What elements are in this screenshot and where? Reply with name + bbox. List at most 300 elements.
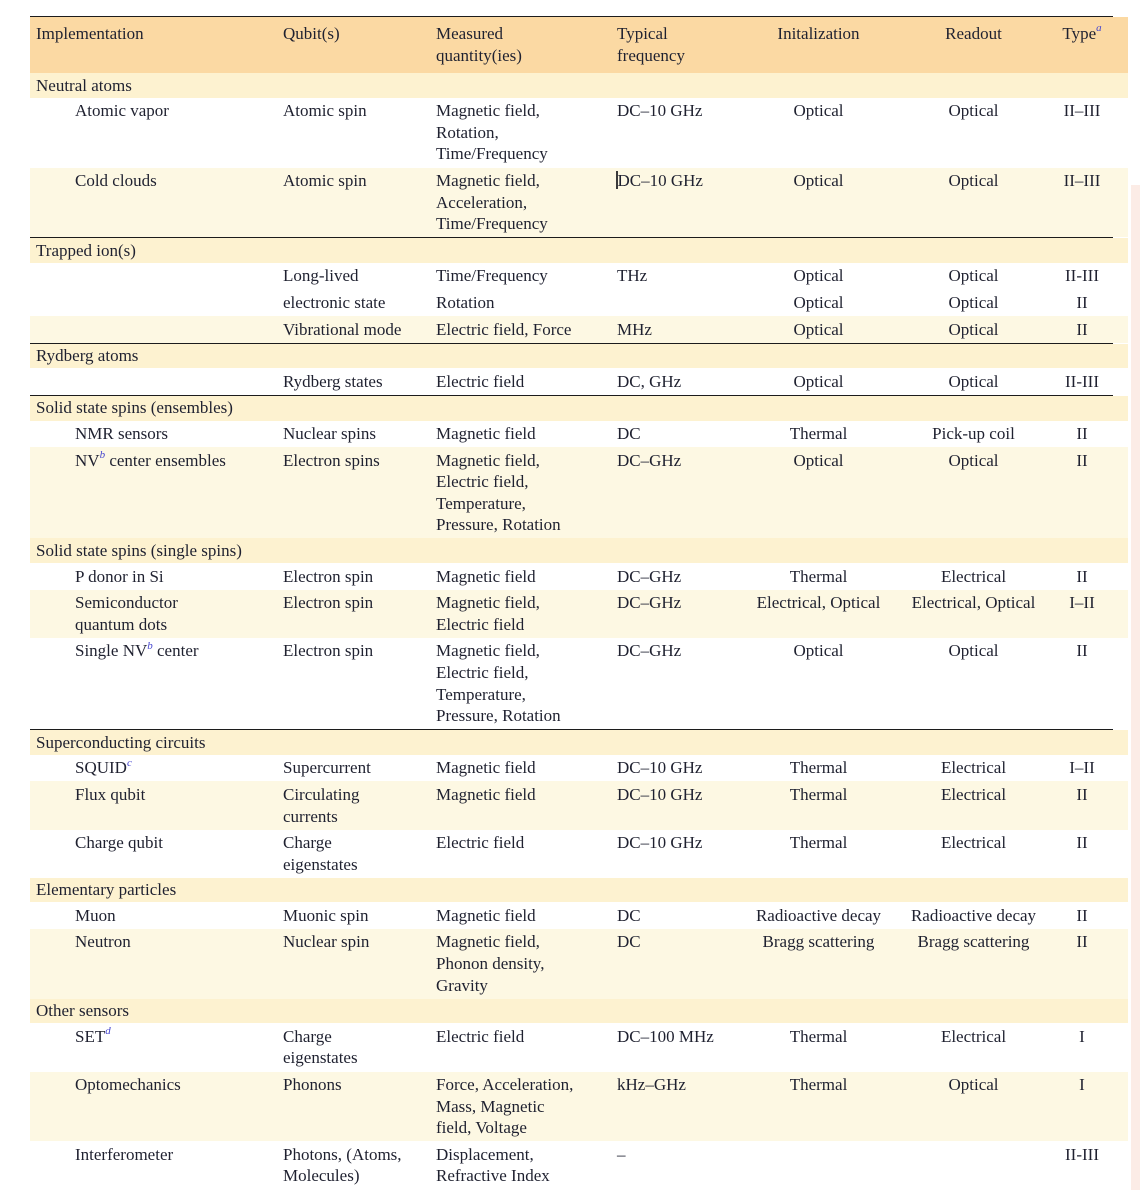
cell-measured-quantity	[436, 566, 617, 588]
cell-qubits	[283, 832, 436, 875]
text-segment: II	[1076, 833, 1088, 853]
text-segment: Displacement,	[436, 1144, 534, 1164]
cell-type	[1051, 450, 1113, 536]
text-line	[283, 265, 436, 287]
cell-qubits	[283, 450, 436, 536]
column-header-qubits	[283, 23, 436, 66]
cell-typical-frequency	[617, 905, 741, 927]
text-line	[617, 757, 741, 779]
text-line	[741, 292, 896, 314]
cell-typical-frequency	[617, 1026, 741, 1069]
text-line	[283, 1144, 436, 1166]
table-body	[30, 73, 1128, 1189]
text-segment: Interferometer	[75, 1144, 174, 1164]
text-line	[436, 592, 617, 614]
text-segment: Muon	[75, 905, 116, 925]
text-line	[741, 832, 896, 854]
text-line	[75, 170, 283, 192]
text-segment: II-III	[1065, 1144, 1099, 1164]
text-segment: Implementation	[36, 24, 144, 43]
cell-implementation	[30, 1026, 283, 1069]
text-line	[75, 1144, 283, 1166]
text-line	[896, 292, 1051, 314]
text-line	[896, 265, 1051, 287]
text-line	[896, 423, 1051, 445]
text-line	[283, 450, 436, 472]
cell-typical-frequency	[617, 592, 741, 635]
text-segment: Cold clouds	[75, 171, 157, 191]
text-segment: Force, Acceleration,	[436, 1075, 574, 1095]
text-segment: eigenstates	[283, 1048, 358, 1068]
text-segment: II	[1076, 905, 1088, 925]
text-line	[617, 319, 741, 341]
text-line	[617, 170, 741, 192]
cell-typical-frequency	[617, 319, 741, 341]
cell-initialization	[741, 640, 896, 726]
text-segment: Temperature,	[436, 684, 526, 704]
text-line	[896, 170, 1051, 192]
text-line	[896, 1144, 1051, 1166]
column-header-initialization	[741, 23, 896, 66]
cell-qubits	[283, 100, 436, 165]
text-segment: Optical	[948, 319, 999, 339]
cell-readout	[896, 292, 1051, 314]
footnote-marker[interactable]: c	[126, 756, 132, 769]
text-line	[436, 292, 617, 314]
cell-implementation	[30, 1144, 283, 1187]
text-line	[617, 100, 741, 122]
cell-measured-quantity	[436, 265, 617, 287]
text-segment: II	[1076, 319, 1088, 339]
text-line	[896, 1074, 1051, 1096]
cell-qubits	[283, 566, 436, 588]
text-segment: Magnetic field,	[436, 641, 540, 661]
text-line	[75, 640, 283, 662]
cell-readout	[896, 566, 1051, 588]
table-row	[30, 929, 1128, 999]
text-segment: II	[1076, 641, 1088, 661]
text-line	[1051, 592, 1113, 614]
cell-typical-frequency	[617, 265, 741, 287]
cell-initialization	[741, 592, 896, 635]
text-line	[283, 371, 436, 393]
text-segment: Bragg scattering	[917, 932, 1030, 952]
cell-readout	[896, 757, 1051, 779]
text-line	[896, 784, 1051, 806]
text-segment: MHz	[617, 319, 652, 339]
text-line	[75, 1074, 283, 1096]
text-segment: Electric field,	[436, 662, 529, 682]
text-line	[436, 45, 617, 67]
text-segment: Optical	[793, 266, 844, 286]
text-line	[741, 640, 896, 662]
text-line	[617, 292, 741, 314]
cell-measured-quantity	[436, 170, 617, 235]
text-segment: DC–10 GHz	[617, 784, 703, 804]
text-segment: Long-lived	[283, 266, 359, 286]
text-segment: Supercurrent	[283, 758, 371, 778]
text-segment: Typical	[617, 24, 668, 43]
text-line	[741, 757, 896, 779]
cell-measured-quantity	[436, 1026, 617, 1069]
text-line	[75, 423, 283, 445]
text-line	[1051, 170, 1113, 192]
cell-qubits	[283, 371, 436, 393]
cell-type	[1051, 592, 1113, 635]
text-segment: DC–10 GHz	[617, 171, 703, 191]
text-line	[436, 143, 617, 165]
text-line	[617, 423, 741, 445]
text-segment: Pressure, Rotation	[436, 515, 561, 535]
text-line	[436, 975, 617, 997]
text-segment: Electron spin	[283, 566, 374, 586]
cell-initialization	[741, 371, 896, 393]
text-segment: Optomechanics	[75, 1075, 181, 1095]
text-line	[741, 170, 896, 192]
footnote-marker[interactable]: d	[105, 1025, 111, 1038]
text-segment: DC–10 GHz	[617, 758, 703, 778]
text-segment: Electrical	[940, 758, 1007, 778]
text-segment: Optical	[948, 171, 999, 191]
text-segment: field, Voltage	[436, 1118, 527, 1138]
text-segment: Electric field	[436, 833, 525, 853]
text-line	[283, 784, 436, 806]
table-row	[30, 447, 1128, 538]
text-line	[1051, 832, 1113, 854]
text-segment: DC	[617, 905, 641, 925]
text-segment: Electric field	[436, 614, 525, 634]
text-segment: Muonic spin	[283, 905, 369, 925]
cell-readout	[896, 1144, 1051, 1187]
text-segment: II	[1076, 932, 1088, 952]
text-segment: DC	[617, 932, 641, 952]
cell-measured-quantity	[436, 292, 617, 314]
text-line	[896, 450, 1051, 472]
text-line	[617, 23, 741, 45]
table-row	[30, 1072, 1128, 1142]
cell-type	[1051, 100, 1113, 165]
text-line	[617, 832, 741, 854]
text-line	[75, 450, 283, 472]
text-line	[896, 100, 1051, 122]
footnote-marker[interactable]: b	[147, 639, 153, 652]
cell-readout	[896, 905, 1051, 927]
cell-typical-frequency	[617, 931, 741, 996]
text-line	[283, 170, 436, 192]
text-segment: Optical	[793, 101, 844, 121]
text-line	[1051, 265, 1113, 287]
cell-implementation	[30, 371, 283, 393]
text-segment: Molecules)	[283, 1166, 360, 1186]
section-header-row	[30, 538, 1128, 563]
text-segment: Electrical	[940, 566, 1007, 586]
cell-type	[1051, 832, 1113, 875]
cell-readout	[896, 170, 1051, 235]
text-segment: II-III	[1065, 266, 1099, 286]
table-row	[30, 421, 1128, 448]
cell-type	[1051, 931, 1113, 996]
text-segment: Optical	[948, 371, 999, 391]
text-segment: Circulating	[283, 784, 360, 804]
cell-readout	[896, 100, 1051, 165]
cell-initialization	[741, 1074, 896, 1139]
text-line	[436, 1144, 617, 1166]
text-line	[75, 265, 283, 287]
text-segment: I	[1079, 1026, 1085, 1046]
text-line	[75, 292, 283, 314]
text-line	[436, 931, 617, 953]
text-line	[1051, 292, 1113, 314]
text-segment: Electric field	[436, 371, 525, 391]
text-line	[617, 1144, 741, 1166]
text-segment: Time/Frequency	[436, 144, 548, 164]
table-row	[30, 368, 1128, 395]
text-line	[896, 566, 1051, 588]
adjacent-content-edge	[1131, 185, 1140, 1190]
text-line	[436, 705, 617, 727]
text-line	[1051, 100, 1113, 122]
text-segment: Optical	[948, 450, 999, 470]
cell-measured-quantity	[436, 1144, 617, 1187]
text-segment: I–II	[1069, 593, 1095, 613]
cell-implementation	[30, 170, 283, 235]
cell-initialization	[741, 1026, 896, 1069]
text-line	[436, 832, 617, 854]
text-line	[617, 1074, 741, 1096]
text-segment: DC–10 GHz	[617, 101, 703, 121]
text-line	[283, 640, 436, 662]
text-line	[1051, 371, 1113, 393]
cell-typical-frequency	[617, 784, 741, 827]
footnote-marker[interactable]: a	[1096, 22, 1102, 35]
text-line	[75, 931, 283, 953]
cell-implementation	[30, 423, 283, 445]
cell-type	[1051, 319, 1113, 341]
text-line	[896, 757, 1051, 779]
text-segment: II	[1076, 784, 1088, 804]
cell-initialization	[741, 292, 896, 314]
text-segment: Magnetic field,	[436, 101, 540, 121]
text-line	[741, 100, 896, 122]
text-segment: Charge qubit	[75, 833, 163, 853]
text-line	[896, 592, 1051, 614]
text-segment: Thermal	[789, 1075, 848, 1095]
text-segment: Photons, (Atoms,	[283, 1144, 402, 1164]
text-line	[436, 450, 617, 472]
text-segment: Thermal	[789, 784, 848, 804]
text-segment: Single NV	[75, 641, 148, 661]
text-segment: DC–GHz	[617, 641, 682, 661]
text-segment: Electrical	[940, 833, 1007, 853]
text-segment: Optical	[948, 641, 999, 661]
text-line	[741, 423, 896, 445]
text-line	[617, 45, 741, 67]
cell-typical-frequency	[617, 757, 741, 779]
cell-readout	[896, 832, 1051, 875]
table-row	[30, 1023, 1128, 1071]
text-segment: Magnetic field	[436, 905, 536, 925]
cell-typical-frequency	[617, 566, 741, 588]
text-line	[436, 614, 617, 636]
column-header-typical-frequency	[617, 23, 741, 66]
text-line	[741, 450, 896, 472]
table-row	[30, 590, 1128, 638]
text-segment: Semiconductor	[75, 593, 178, 613]
cell-readout	[896, 592, 1051, 635]
text-segment: Charge	[283, 833, 332, 853]
cell-initialization	[741, 170, 896, 235]
text-line	[1051, 423, 1113, 445]
column-header-implementation	[30, 23, 283, 66]
cell-implementation	[30, 566, 283, 588]
text-line	[283, 1165, 436, 1187]
text-line	[741, 265, 896, 287]
cell-qubits	[283, 1074, 436, 1139]
text-line	[283, 566, 436, 588]
text-segment: Neutron	[75, 932, 131, 952]
cell-type	[1051, 640, 1113, 726]
cell-typical-frequency	[617, 1144, 741, 1187]
section-header-row	[30, 878, 1128, 903]
text-segment: Phonon density,	[436, 954, 545, 974]
cell-initialization	[741, 450, 896, 536]
text-segment: NV	[75, 450, 100, 470]
cell-readout	[896, 450, 1051, 536]
cell-measured-quantity	[436, 592, 617, 635]
text-line	[896, 1026, 1051, 1048]
table-row	[30, 290, 1128, 317]
cell-qubits	[283, 170, 436, 235]
cell-type	[1051, 905, 1113, 927]
text-line	[436, 23, 617, 45]
text-segment: Electric field,	[436, 472, 529, 492]
footnote-marker[interactable]: b	[99, 448, 106, 461]
text-line	[436, 471, 617, 493]
text-segment: Electrical, Optical	[756, 593, 881, 613]
cell-qubits	[283, 931, 436, 996]
text-line	[741, 371, 896, 393]
cell-qubits	[283, 905, 436, 927]
text-line	[1051, 1074, 1113, 1096]
text-line	[1051, 905, 1113, 927]
text-segment: SET	[75, 1026, 106, 1046]
text-segment: DC–10 GHz	[617, 833, 703, 853]
cell-initialization	[741, 832, 896, 875]
text-segment: center ensembles	[105, 450, 226, 470]
text-line	[617, 265, 741, 287]
cell-readout	[896, 640, 1051, 726]
text-line	[741, 319, 896, 341]
cell-measured-quantity	[436, 905, 617, 927]
cell-measured-quantity	[436, 423, 617, 445]
text-line	[75, 371, 283, 393]
cell-qubits	[283, 1144, 436, 1187]
cell-readout	[896, 265, 1051, 287]
text-line	[1051, 319, 1113, 341]
cell-measured-quantity	[436, 100, 617, 165]
text-segment: Optical	[948, 1075, 999, 1095]
text-line	[436, 100, 617, 122]
text-segment: Magnetic field,	[436, 932, 540, 952]
text-line	[1051, 566, 1113, 588]
text-line	[283, 832, 436, 854]
text-line	[75, 614, 283, 636]
text-line	[1051, 931, 1113, 953]
text-line	[436, 493, 617, 515]
cell-readout	[896, 1074, 1051, 1139]
text-line	[436, 640, 617, 662]
text-segment: Electron spins	[283, 450, 380, 470]
text-segment: DC–GHz	[617, 593, 682, 613]
table-row	[30, 316, 1128, 343]
text-segment: Magnetic field	[436, 784, 536, 804]
text-line	[436, 1026, 617, 1048]
text-segment: Optical	[948, 266, 999, 286]
text-segment: Radioactive decay	[910, 905, 1037, 925]
text-line	[436, 170, 617, 192]
text-line	[896, 319, 1051, 341]
cell-implementation	[30, 757, 283, 779]
text-line	[741, 23, 896, 45]
text-segment: II–III	[1063, 171, 1101, 191]
text-line	[436, 423, 617, 445]
table-row	[30, 755, 1128, 782]
cell-measured-quantity	[436, 319, 617, 341]
text-line	[896, 640, 1051, 662]
text-line	[75, 566, 283, 588]
cell-readout	[896, 931, 1051, 996]
text-line	[741, 1144, 896, 1166]
cell-initialization	[741, 265, 896, 287]
text-line	[896, 832, 1051, 854]
text-line	[741, 931, 896, 953]
text-line	[283, 1026, 436, 1048]
cell-measured-quantity	[436, 757, 617, 779]
text-line	[617, 905, 741, 927]
text-segment: Refractive Index	[436, 1166, 550, 1186]
text-segment: Electrical	[940, 784, 1007, 804]
text-segment: I–II	[1069, 758, 1095, 778]
text-segment: II	[1076, 450, 1088, 470]
cell-implementation	[30, 931, 283, 996]
section-title: Rydberg atoms	[36, 346, 139, 366]
cell-readout	[896, 319, 1051, 341]
text-segment: Initalization	[777, 24, 860, 43]
cell-measured-quantity	[436, 640, 617, 726]
text-segment: Optical	[948, 101, 999, 121]
text-segment: P donor in Si	[75, 566, 164, 586]
cell-readout	[896, 371, 1051, 393]
column-header-measured-quantity	[436, 23, 617, 66]
cell-implementation	[30, 592, 283, 635]
cell-implementation	[30, 265, 283, 287]
text-segment: Magnetic field	[436, 566, 536, 586]
text-line	[741, 784, 896, 806]
cell-type	[1051, 757, 1113, 779]
text-line	[436, 122, 617, 144]
cell-initialization	[741, 931, 896, 996]
text-line	[1051, 640, 1113, 662]
text-segment: Electrical, Optical	[911, 593, 1036, 613]
text-segment: Gravity	[436, 975, 488, 995]
text-line	[436, 784, 617, 806]
text-line	[741, 1026, 896, 1048]
text-line	[436, 757, 617, 779]
text-segment: kHz–GHz	[617, 1075, 686, 1095]
text-segment: THz	[617, 266, 648, 286]
cell-measured-quantity	[436, 371, 617, 393]
text-segment: Pick-up coil	[932, 424, 1015, 443]
